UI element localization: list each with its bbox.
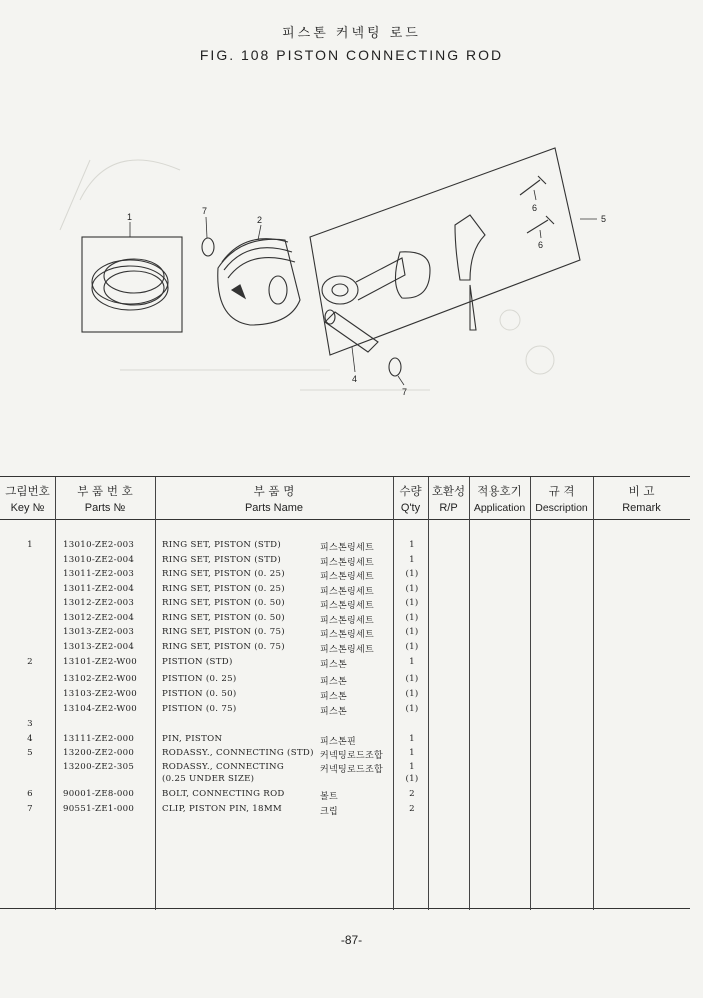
table-row [0, 704, 703, 717]
table-row [0, 674, 703, 687]
table-row [0, 657, 703, 670]
part-number-cell: 13200-ZE2-000 [63, 748, 135, 758]
quantity-cell: (1) [405, 598, 419, 608]
part-name-cell: PIN, PISTON [162, 734, 223, 744]
quantity-cell: (1) [405, 774, 419, 784]
part-name-cell: CLIP, PISTON PIN, 18MM [162, 804, 283, 814]
key-cell: 1 [27, 540, 33, 550]
connecting-rod [322, 252, 430, 304]
part-number-cell: 13013-ZE2-004 [63, 642, 135, 652]
part-name-cell: RODASSY., CONNECTING [162, 762, 285, 772]
ghost-print-background [60, 160, 554, 390]
header-description-en: Description [535, 502, 588, 514]
part-number-cell: 13101-ZE2-W00 [63, 657, 138, 667]
header-part-en: Parts № [84, 502, 126, 514]
header-part-ko: 부 품 번 호 [77, 484, 133, 498]
table-row [0, 689, 703, 702]
callout-7-left: 7 [202, 206, 208, 216]
table-row [0, 774, 703, 787]
part-number-cell: 13011-ZE2-004 [63, 584, 135, 594]
callout-1: 1 [127, 212, 133, 222]
table-row [0, 789, 703, 802]
quantity-cell: 1 [409, 762, 415, 772]
part-number-cell: 90551-ZE1-000 [63, 804, 135, 814]
key-cell: 6 [27, 789, 33, 799]
part-number-cell: 13010-ZE2-003 [63, 540, 135, 550]
part-name-cell: RODASSY., CONNECTING (STD) [162, 748, 314, 758]
header-qty-ko: 수량 [399, 484, 422, 498]
part-name-cell: PISTION (0. 25) [162, 674, 237, 684]
piston [218, 239, 300, 325]
table-row [0, 804, 703, 817]
part-name-cell: RING SET, PISTON (STD) [162, 555, 281, 565]
callout-2: 2 [257, 215, 263, 225]
quantity-cell: (1) [405, 569, 419, 579]
table-row [0, 555, 703, 568]
part-name-cell: RING SET, PISTON (0. 75) [162, 627, 285, 637]
part-name-korean-cell: 크립 [320, 807, 338, 817]
table-row [0, 613, 703, 626]
part-name-korean-cell: 피스톤링세트 [320, 543, 374, 553]
clip-left [202, 238, 214, 256]
part-number-cell: 13102-ZE2-W00 [63, 674, 138, 684]
header-application-en: Application [473, 502, 526, 514]
quantity-cell: (1) [405, 584, 419, 594]
callout-5: 5 [601, 214, 607, 224]
part-number-cell: 13200-ZE2-305 [63, 762, 135, 772]
quantity-cell: 1 [409, 555, 415, 565]
part-name-cell: BOLT, CONNECTING ROD [162, 789, 285, 799]
part-name-korean-cell: 피스톤링세트 [320, 601, 374, 611]
table-row [0, 642, 703, 655]
rod-cap [455, 215, 485, 330]
quantity-cell: (1) [405, 674, 419, 684]
part-number-cell: 13012-ZE2-004 [63, 613, 135, 623]
clip-right [389, 358, 401, 376]
callout-6-lower: 6 [538, 240, 544, 250]
header-remark-en: Remark [622, 502, 661, 514]
piston-rings [92, 259, 168, 310]
part-name-korean-cell: 피스톤링세트 [320, 572, 374, 582]
part-name-korean-cell: 피스톤링세트 [320, 630, 374, 640]
quantity-cell: (1) [405, 642, 419, 652]
callout-7-right: 7 [402, 387, 408, 397]
key-cell: 3 [27, 719, 33, 729]
part-name-korean-cell: 피스톤 [320, 677, 347, 687]
table-top-rule [0, 476, 690, 477]
header-application-ko: 적용호기 [477, 484, 522, 498]
table-row [0, 598, 703, 611]
header-key-ko: 그림번호 [5, 484, 50, 498]
table-row [0, 569, 703, 582]
callout-labels [127, 203, 606, 397]
quantity-cell: (1) [405, 704, 419, 714]
key-cell: 2 [27, 657, 33, 667]
header-rp-ko: 호환성 [431, 484, 466, 498]
key-cell: 5 [27, 748, 33, 758]
part-name-korean-cell: 피스톤 [320, 660, 347, 670]
page-title: FIG. 108 PISTON CONNECTING ROD [199, 47, 504, 63]
part-name-cell: (0.25 UNDER SIZE) [162, 774, 255, 784]
header-qty-en: Q'ty [400, 502, 421, 514]
part-name-korean-cell: 피스톤링세트 [320, 558, 374, 568]
part-number-cell: 13012-ZE2-003 [63, 598, 135, 608]
table-bottom-rule [0, 908, 690, 909]
part-name-korean-cell: 피스톤링세트 [320, 616, 374, 626]
table-row [0, 719, 703, 732]
page-title-korean: 피스톤 커넥팅 로드 [282, 26, 421, 41]
quantity-cell: (1) [405, 613, 419, 623]
part-name-cell: RING SET, PISTON (0. 50) [162, 613, 285, 623]
quantity-cell: (1) [405, 627, 419, 637]
header-rp-en: R/P [439, 502, 458, 514]
callout-4: 4 [352, 374, 358, 384]
part-name-korean-cell: 피스톤 [320, 692, 347, 702]
part-name-korean-cell: 피스톤핀 [320, 737, 356, 747]
part-name-cell: PISTION (0. 75) [162, 704, 237, 714]
header-name-ko: 부 품 명 [253, 484, 295, 498]
part-number-cell: 13103-ZE2-W00 [63, 689, 138, 699]
quantity-cell: 2 [409, 789, 415, 799]
part-name-cell: RING SET, PISTON (0. 50) [162, 598, 285, 608]
part-name-korean-cell: 커넥팅로드조합 [320, 765, 383, 775]
part-name-korean-cell: 볼트 [320, 792, 338, 802]
table-row [0, 540, 703, 553]
part-name-korean-cell: 피스톤 [320, 707, 347, 717]
part-name-cell: RING SET, PISTON (0. 75) [162, 642, 285, 652]
quantity-cell: 1 [409, 734, 415, 744]
exploded-parts-diagram [0, 140, 703, 440]
callout-6-upper: 6 [532, 203, 538, 213]
part-name-korean-cell: 피스톤링세트 [320, 587, 374, 597]
part-name-cell: RING SET, PISTON (STD) [162, 540, 281, 550]
header-remark-ko: 비 고 [628, 484, 655, 498]
key-cell: 7 [27, 804, 33, 814]
part-number-cell: 13010-ZE2-004 [63, 555, 135, 565]
piston-pin [325, 310, 378, 352]
header-name-en: Parts Name [244, 502, 304, 514]
quantity-cell: 2 [409, 804, 415, 814]
table-row [0, 627, 703, 640]
part-number-cell: 13104-ZE2-W00 [63, 704, 138, 714]
table-row [0, 734, 703, 747]
part-name-cell: RING SET, PISTON (0. 25) [162, 584, 285, 594]
part-number-cell: 13111-ZE2-000 [63, 734, 135, 744]
connecting-rod-box [310, 148, 580, 355]
part-number-cell: 13011-ZE2-003 [63, 569, 135, 579]
page-number: -87- [340, 933, 363, 947]
table-header-rule [0, 519, 690, 520]
table-row [0, 584, 703, 597]
key-cell: 4 [27, 734, 33, 744]
header-key-en: Key № [10, 502, 45, 514]
quantity-cell: (1) [405, 689, 419, 699]
quantity-cell: 1 [409, 748, 415, 758]
quantity-cell: 1 [409, 657, 415, 667]
part-name-cell: PISTION (0. 50) [162, 689, 237, 699]
part-name-cell: PISTION (STD) [162, 657, 233, 667]
table-row [0, 748, 703, 761]
header-description-ko: 규 격 [548, 484, 575, 498]
part-number-cell: 13013-ZE2-003 [63, 627, 135, 637]
part-name-cell: RING SET, PISTON (0. 25) [162, 569, 285, 579]
quantity-cell: 1 [409, 540, 415, 550]
part-name-korean-cell: 피스톤링세트 [320, 645, 374, 655]
part-number-cell: 90001-ZE8-000 [63, 789, 135, 799]
part-name-korean-cell: 커넥팅로드조합 [320, 751, 383, 761]
